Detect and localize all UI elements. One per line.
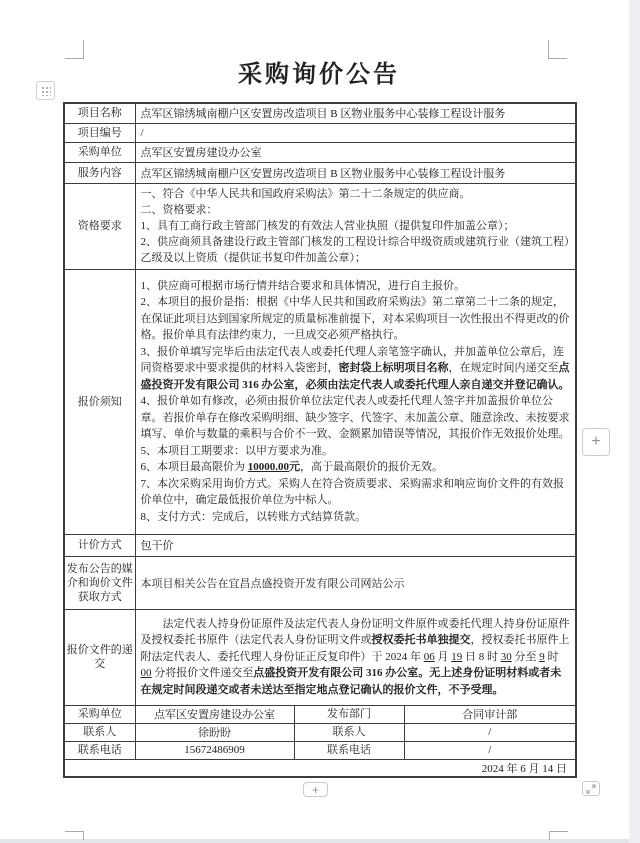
table-row [64,103,576,123]
row-value: 点军区安置房建设办公室 [135,142,576,162]
row-value: 点军区锦绣城南棚户区安置房改造项目 B 区物业服务中心装修工程设计服务 [135,162,576,183]
table-row [64,123,576,142]
paragraph: 5、本项目工期要求：以甲方要求为准。 [140,444,333,457]
table-row [64,705,576,723]
row-label: 项目名称 [64,103,135,123]
paragraph: 1、具有工商行政主管部门核发的有效法人营业执照（提供复印件加盖公章）； [140,219,515,232]
row-label: 项目编号 [64,123,135,142]
margin-crop-mark-bottom-right [549,831,568,840]
announcement-table [63,102,577,778]
paragraph: 8、支付方式：完成后，以转账方式结算货款。 [140,510,366,523]
paragraph: 6、本项目最高限价为 10000.00元，高于最高限价的报价无效。 [140,461,443,474]
table-row [64,162,576,183]
row-label: 采购单位 [64,705,135,723]
paragraph: 2、供应商须具备建设行政主管部门核发的工程设计综合甲级资质或建筑行业（建筑工程）乙级及以上资质（提供证书复印件加盖公章）； [140,236,570,265]
row-value: 徐盼盼 [135,723,294,741]
announcement-date: 2024 年 6 月 14 日 [64,759,576,777]
row-value: 点军区安置房建设办公室 [135,705,294,723]
row-label: 报价文件的递交 [64,609,135,705]
table-add-row-button[interactable] [303,782,328,797]
expand-arrows-icon [586,784,596,794]
row-label: 资格要求 [64,183,135,269]
page-edge-bottom [0,839,629,843]
table-expand-button[interactable] [582,781,600,796]
row-value: / [135,123,576,142]
row-label: 联系电话 [64,741,135,759]
paragraph: 3、报价单填写完毕后由法定代表人或委托代理人亲笔签字确认，并加盖单位公章后，连同资格要求中要求提供的材料入袋密封，密封袋上标明项目名称，在规定时间内递交至点盛投资开发有限公司 316 办公室，必须由法定代表人或委托代理人亲自递交并登记确认。 [140,345,570,391]
paragraph: 1、供应商可根据市场行情并结合要求和具体情况，进行自主报价。 [140,279,465,292]
margin-crop-mark-bottom-left [65,831,84,840]
plus-icon: + [591,433,601,450]
table-row [64,741,576,759]
row-label: 报价须知 [64,269,135,534]
paragraph: 2、本项目的报价是指：根据《中华人民共和国政府采购法》第二章第二十二条的规定，在保证此项目达到国家所规定的质量标准前提下，对本采购项目一次性报出不得更改的价格。报价单具有法律约束力，一旦成交必须严格执行。 [140,296,570,342]
table-row [64,723,576,741]
paragraph: 7、本次采购采用询价方式。采购人在符合资质要求、采购需求和响应询价文件的有效报价单位中，确定最低报价单位为中标人。 [140,477,564,507]
drag-dots-icon [41,86,51,96]
row-label: 采购单位 [64,142,135,162]
row-value [135,183,576,269]
table-row [64,759,576,777]
row-value [135,269,576,534]
row-value: 合同审计部 [404,705,576,723]
row-label: 计价方式 [64,534,135,556]
row-label: 服务内容 [64,162,135,183]
plus-icon: + [311,782,319,797]
page-title: 采购询价公告 [238,62,400,88]
table-row [64,534,576,556]
row-label: 发布公告的媒介和询价文件获取方式 [64,556,135,609]
paragraph: 4、报价单如有修改，必须由报价单位法定代表人或委托代理人签字并加盖报价单位公章。若报价单存在修改采购明细、缺少签字、代签字、未加盖公章、随意涂改、未按要求填写、单价与数量的乘积与合价不一致、金额累加错误等情况，其报价作无效报价处理。 [140,395,570,441]
row-value: 点军区锦绣城南棚户区安置房改造项目 B 区物业服务中心装修工程设计服务 [135,103,576,123]
table-add-column-button[interactable] [582,428,610,456]
paragraph: 一、符合《中华人民共和国政府采购法》第二十二条规定的供应商。 [140,187,471,200]
table-row [64,609,576,705]
table-row [64,183,576,269]
table-drag-handle[interactable] [36,81,55,100]
row-value [135,609,576,705]
row-value: / [404,741,576,759]
paragraph: 二、资格要求： [140,203,218,216]
row-label: 联系人 [294,723,404,741]
table-row [64,269,576,534]
row-value: 15672486909 [135,741,294,759]
table-row [64,142,576,162]
row-value: 本项目相关公告在宜昌点盛投资开发有限公司网站公示 [135,556,576,609]
table-row [64,556,576,609]
page-edge-right [629,0,640,843]
paragraph: 法定代表人持身份证原件及法定代表人身份证明文件原件或委托代理人持身份证原件及授权委托书原件（法定代表人身份证明文件或授权委托书单独提交，授权委托书原件上附法定代表人、委托代理人身份证正反复印件）于 2024 年 06 月 19 日 8 时 30 分至 9 时 00 分将报价文件递交至点盛投资开发有限公司 316 办公室。无上述身份证明材料或者未在规定时间段递交或者未送达至指定地点登记确认的报价文件，不予受理。 [140,617,570,696]
row-label: 发布部门 [294,705,404,723]
row-value: 包干价 [135,534,576,556]
row-label: 联系人 [64,723,135,741]
row-value: / [404,723,576,741]
row-label: 联系电话 [294,741,404,759]
